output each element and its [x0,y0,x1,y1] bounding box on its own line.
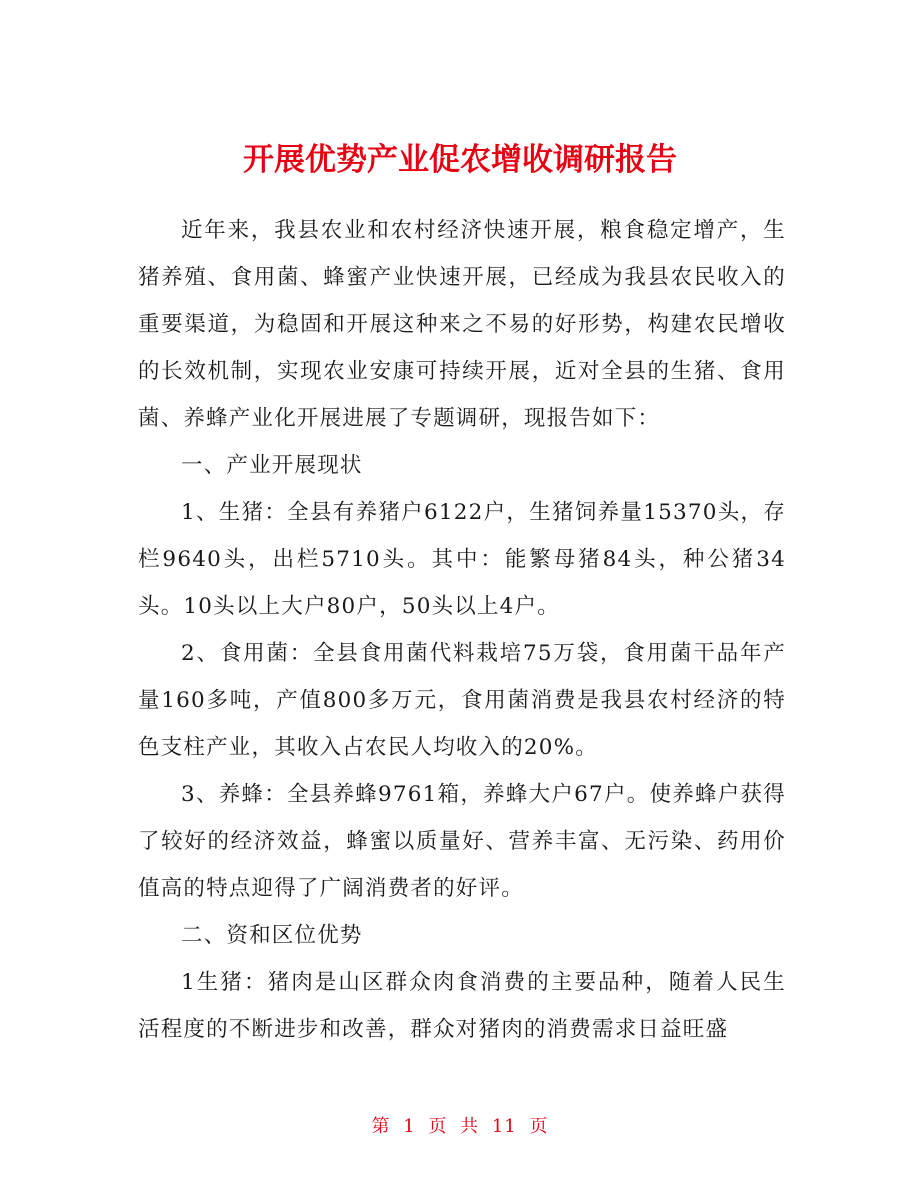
section-heading-advantages: 二、资和区位优势 [181,923,363,948]
paragraph-pigs: 1、生猪：全县有养猪户6122户，生猪饲养量15370头，存栏9640头，出栏5710头。其中：能繁母猪84头，种公猪34头。10头以上大户80户，50头以上4户。 [138,500,786,619]
page-number-footer: 第 1 页 共 11 页 [371,1116,549,1137]
paragraph-mushrooms: 2、食用菌：全县食用菌代料栽培75万袋，食用菌干品年产量160多吨，产值800多万元，食用菌消费是我县农村经济的特色支柱产业，其收入占农民人均收入的20%。 [138,641,786,760]
paragraph-intro: 近年来，我县农业和农村经济快速开展，粮食稳定增产，生猪养殖、食用菌、蜂蜜产业快速开展，已经成为我县农民收入的重要渠道，为稳固和开展这种来之不易的好形势，构建农民增收的长效机制，实现农业安康可持续开展，近对全县的生猪、食用菌、养蜂产业化开展进展了专题调研，现报告如下： [138,218,786,431]
document-body [138,207,786,1053]
paragraph-beekeeping: 3、养蜂：全县养蜂9761箱，养蜂大户67户。使养蜂户获得了较好的经济效益，蜂蜜以质量好、营养丰富、无污染、药用价值高的特点迎得了广阔消费者的好评。 [138,782,786,901]
paragraph-pigs-advantage: 1生猪：猪肉是山区群众肉食消费的主要品种，随着人民生活程度的不断进步和改善，群众对猪肉的消费需求日益旺盛 [138,970,786,1042]
section-heading-industry-status: 一、产业开展现状 [181,453,363,478]
page-title: 开展优势产业促农增收调研报告 [243,141,677,178]
